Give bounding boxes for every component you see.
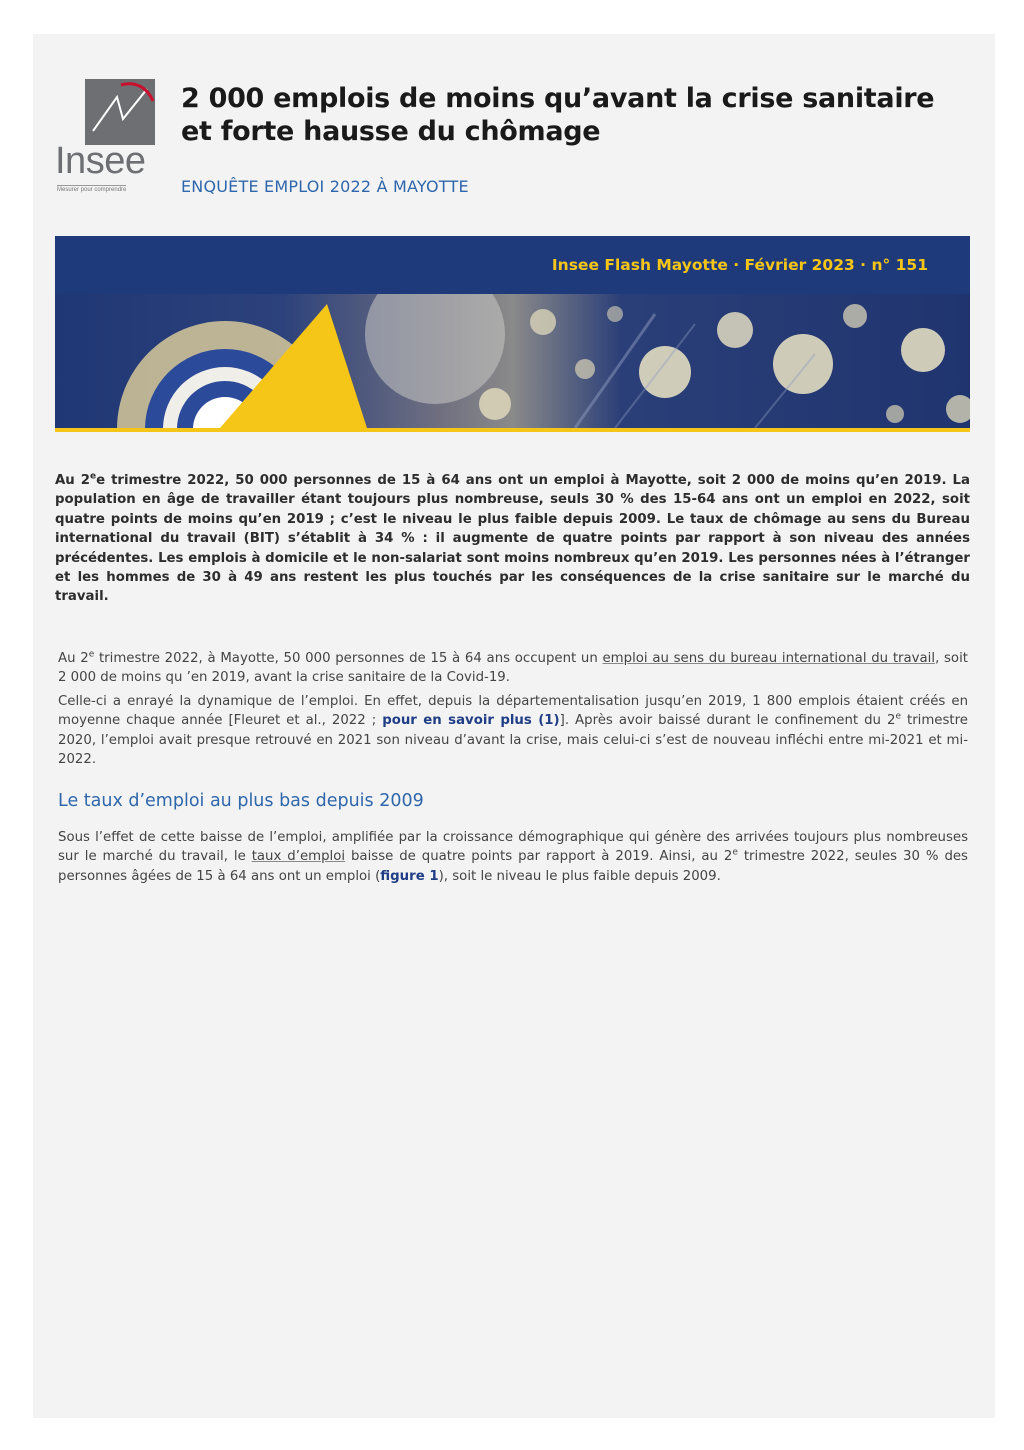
logo-mark xyxy=(85,79,155,145)
definition-link-taux-emploi[interactable]: taux d’emploi xyxy=(251,849,346,865)
hero-underline xyxy=(55,428,970,432)
hero-illustration xyxy=(55,294,970,428)
page-title: 2 000 emplois de moins qu’avant la crise sanitaire et forte hausse du chômage xyxy=(181,83,935,147)
publication-label: Insee Flash Mayotte · Février 2023 · n° 151 xyxy=(551,256,928,274)
reference-link[interactable]: pour en savoir plus (1) xyxy=(382,713,560,729)
logo-word: Insee xyxy=(55,140,146,182)
body-paragraph-2: Celle-ci a enrayé la dynamique de l’emploi. En effet, depuis la départementalisation jusqu’en 2019, 1 800 emplois étaient créés en moyenne chaque année [Fleuret et al., 2022 ; pour en savoir plus (1)]. Après avoir baissé durant le confinement du 2e trimestre 2020, l’emploi avait presque retrouvé en 2021 son niveau d’avant la crise, mais celui-ci s’est de nouveau infléchi entre mi-2021 et mi-2022. xyxy=(58,694,968,768)
body-paragraph-3: Sous l’effet de cette baisse de l’emploi, amplifiée par la croissance démographique qui génère des arrivées toujours plus nombreuses sur le marché du travail, le taux d’emploi baisse de quatre points par rapport à 2019. Ainsi, au 2e trimestre 2022, seules 30 % des personnes âgées de 15 à 64 ans ont un emploi (figure 1), soit le niveau le plus faible depuis 2009. xyxy=(58,830,968,884)
section-heading: Le taux d’emploi au plus bas depuis 2009 xyxy=(58,791,424,811)
figure-link[interactable]: figure 1 xyxy=(380,868,439,884)
logo-tagline: Mesurer pour comprendre xyxy=(57,187,127,193)
definition-link-emploi-bit[interactable]: emploi au sens du bureau international du travail xyxy=(602,651,936,666)
document-page xyxy=(33,34,995,1418)
insee-logo xyxy=(55,79,161,199)
summary-paragraph: Au 2ee trimestre 2022, 50 000 personnes de 15 à 64 ans ont un emploi à Mayotte, soit 2 000 de moins qu’en 2019. La population en âge de travailler étant toujours plus nombreuse, seuls 30 % des 15-64 ans ont un emploi en 2022, soit quatre points de moins qu’en 2019 ; c’est le niveau le plus faible depuis 2009. Le taux de chômage au sens du Bureau international du travail (BIT) s’établit à 34 % : il augmente de quatre points par rapport à son niveau des années précédentes. Les emplois à domicile et le non-salariat sont moins nombreux qu’en 2019. Les personnes nées à l’étranger et les hommes de 30 à 49 ans restent les plus touchés par les conséquences de la crise sanitaire sur le marché du travail. xyxy=(55,471,971,605)
logo-graph-icon xyxy=(85,79,155,145)
page-subtitle: ENQUÊTE EMPLOI 2022 À MAYOTTE xyxy=(181,177,469,196)
body-paragraph-1: Au 2e trimestre 2022, à Mayotte, 50 000 personnes de 15 à 64 ans occupent un emploi au sens du bureau international du travail, soit 2 000 de moins qu ’en 2019, avant la crise sanitaire de la Covid-19. xyxy=(58,649,968,686)
hero-banner xyxy=(55,294,970,428)
publication-band xyxy=(55,236,970,294)
